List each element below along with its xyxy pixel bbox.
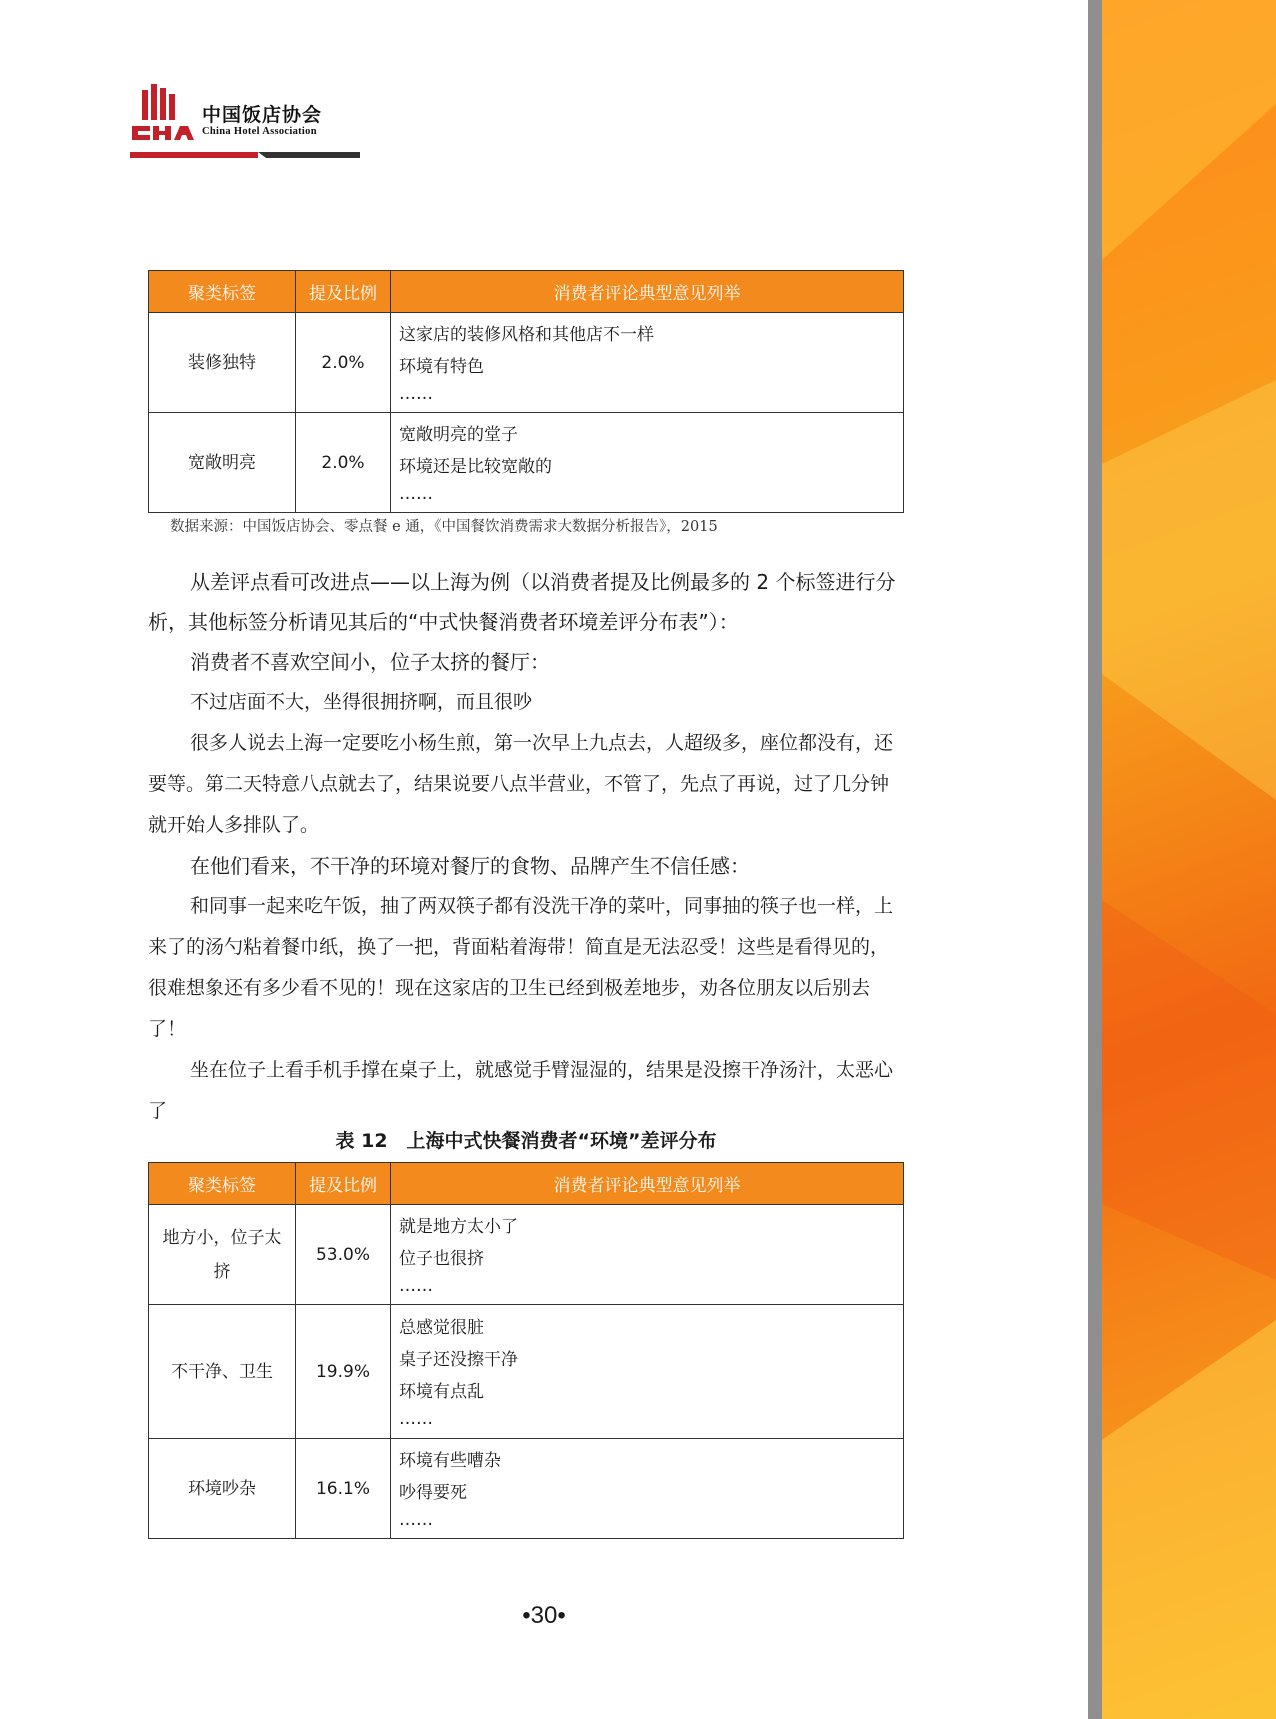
example-line: 环境有些嘈杂	[399, 1450, 501, 1471]
example-ellipsis: ……	[399, 1408, 433, 1429]
org-name-cn: 中国饭店协会	[202, 104, 323, 126]
row-examples	[391, 1305, 904, 1439]
example-line: 环境有点乱	[399, 1381, 484, 1402]
decorative-side-band	[1088, 0, 1276, 1719]
row-pct: 2.0%	[296, 413, 391, 513]
quote-paragraph: 坐在位子上看手机手撑在桌子上，就感觉手臂湿湿的，结果是没擦干净汤汁，太恶心了	[148, 1059, 894, 1122]
quote-paragraph: 很多人说去上海一定要吃小杨生煎，第一次早上九点去，人超级多，座位都没有，还要等。第二天特意八点就去了，结果说要八点半营业，不管了，先点了再说，过了几分钟就开始人多排队了。	[148, 732, 894, 836]
row-tag: 宽敞明亮	[149, 413, 296, 513]
header-tag: 聚类标签	[149, 1163, 296, 1205]
cha-logo-icon	[130, 82, 196, 144]
example-line: 这家店的装修风格和其他店不一样	[399, 324, 654, 345]
row-examples	[391, 313, 904, 413]
page-number: •30•	[522, 1602, 566, 1629]
row-pct: 2.0%	[296, 313, 391, 413]
header-examples: 消费者评论典型意见列举	[391, 271, 904, 313]
point-unclean: 在他们看来，不干净的环境对餐厅的食物、品牌产生不信任感：	[190, 854, 750, 878]
header-rule-red	[130, 152, 258, 158]
row-examples	[391, 1439, 904, 1539]
header-rule-dark	[258, 152, 360, 158]
header-examples: 消费者评论典型意见列举	[391, 1163, 904, 1205]
table-caption: 表 12 上海中式快餐消费者“环境”差评分布	[335, 1130, 717, 1152]
example-ellipsis: ……	[399, 483, 433, 504]
table-row	[149, 1205, 904, 1305]
top-review-table	[148, 270, 904, 513]
environment-complaint-table	[148, 1162, 904, 1539]
table-row	[149, 413, 904, 513]
table-header-row	[149, 271, 904, 313]
table-header-row	[149, 1163, 904, 1205]
header-pct: 提及比例	[296, 1163, 391, 1205]
row-pct: 16.1%	[296, 1439, 391, 1539]
example-ellipsis: ……	[399, 1509, 433, 1530]
example-line: 环境有特色	[399, 356, 484, 377]
row-examples	[391, 1205, 904, 1305]
example-line: 桌子还没擦干净	[399, 1349, 518, 1370]
org-name-en: China Hotel Association	[202, 126, 317, 137]
table-row	[149, 1439, 904, 1539]
quote-paragraph: 不过店面不大，坐得很拥挤啊，而且很吵	[190, 691, 533, 713]
table-row	[149, 313, 904, 413]
row-tag: 环境吵杂	[149, 1439, 296, 1539]
example-line: 吵得要死	[399, 1482, 467, 1503]
intro-paragraph: 从差评点看可改进点——以上海为例（以消费者提及比例最多的 2 个标签进行分析，其他标签分析请见其后的“中式快餐消费者环境差评分布表”）：	[148, 570, 896, 634]
association-logo	[130, 82, 380, 152]
quote-paragraph: 和同事一起来吃午饭，抽了两双筷子都有没洗干净的菜叶，同事抽的筷子也一样，上来了的汤勺粘着餐巾纸，换了一把，背面粘着海带！简直是无法忍受！这些是看得见的，很难想象还有多少看不见的！现在这家店的卫生已经到极差地步，劝各位朋友以后别去了！	[148, 895, 894, 1040]
row-examples	[391, 413, 904, 513]
row-tag: 地方小，位子太挤	[149, 1205, 296, 1305]
example-line: 宽敞明亮的堂子	[399, 424, 518, 445]
row-tag: 装修独特	[149, 313, 296, 413]
header-pct: 提及比例	[296, 271, 391, 313]
example-line: 总感觉很脏	[399, 1317, 484, 1338]
example-line: 环境还是比较宽敞的	[399, 456, 552, 477]
body-text	[148, 562, 904, 1132]
row-pct: 19.9%	[296, 1305, 391, 1439]
example-line: 位子也很挤	[399, 1248, 484, 1269]
table-row	[149, 1305, 904, 1439]
example-ellipsis: ……	[399, 1275, 433, 1296]
example-line: 就是地方太小了	[399, 1216, 518, 1237]
example-ellipsis: ……	[399, 383, 433, 404]
point-cramped: 消费者不喜欢空间小，位子太挤的餐厅：	[190, 650, 550, 674]
header-tag: 聚类标签	[149, 271, 296, 313]
row-tag: 不干净、卫生	[149, 1305, 296, 1439]
data-source-note: 数据来源：中国饭店协会、零点餐 e 通，《中国餐饮消费需求大数据分析报告》，2015	[170, 519, 718, 535]
row-pct: 53.0%	[296, 1205, 391, 1305]
